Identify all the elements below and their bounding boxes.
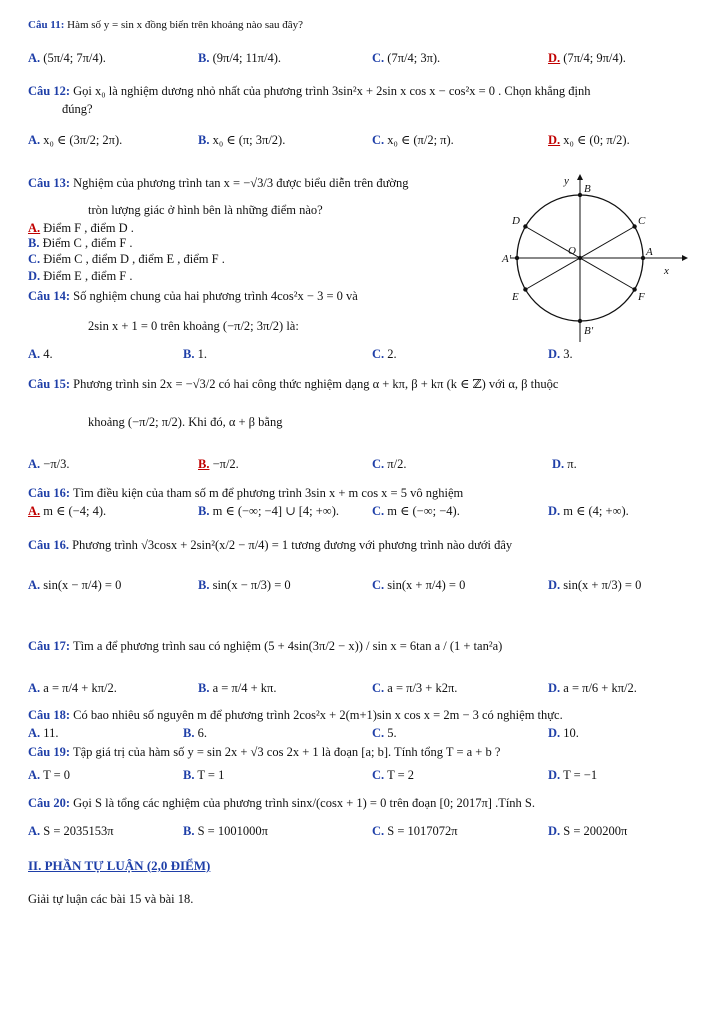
answer-option[interactable]: B. S = 1001000π xyxy=(183,824,268,838)
answer-option[interactable]: D. S = 200200π xyxy=(548,824,628,838)
question-14-stem: Câu 14: Số nghiệm chung của hai phương trình 4cos²x − 3 = 0 và xyxy=(28,289,358,303)
question-18-stem: Câu 18: Có bao nhiêu số nguyên m để phương trình 2cos²x + 2(m+1)sin x cos x = 2m − 3 có nghiệm thực. xyxy=(28,708,563,722)
answer-option[interactable]: B. sin(x − π/3) = 0 xyxy=(198,578,291,592)
answer-option[interactable]: A. 4. xyxy=(28,347,53,361)
question-14-stem-cont: 2sin x + 1 = 0 trên khoảng (−π/2; 3π/2) là: xyxy=(88,319,299,333)
point-F xyxy=(632,287,636,291)
answer-option[interactable]: D. Điểm E , điểm F . xyxy=(28,269,133,283)
answer-option[interactable]: C. sin(x + π/4) = 0 xyxy=(372,578,466,592)
label-A: A xyxy=(646,246,653,258)
answer-option[interactable]: B. (9π/4; 11π/4). xyxy=(198,51,281,65)
answer-option[interactable]: C. m ∈ (−∞; −4). xyxy=(372,504,460,518)
question-19-stem: Câu 19: Tập giá trị của hàm số y = sin 2x + √3 cos 2x + 1 là đoạn [a; b]. Tính tổng T = a + b ? xyxy=(28,745,501,759)
question-13-stem-cont: tròn lượng giác ở hình bên là những điểm nào? xyxy=(88,203,323,217)
answer-option[interactable]: C. S = 1017072π xyxy=(372,824,458,838)
label-y: y xyxy=(564,175,569,187)
label-A-prime: A′ xyxy=(502,253,512,265)
answer-option[interactable]: B. 1. xyxy=(183,347,207,361)
answer-option[interactable]: D. m ∈ (4; +∞). xyxy=(548,504,629,518)
point-O xyxy=(578,256,582,260)
answer-option[interactable]: A. (5π/4; 7π/4). xyxy=(28,51,106,65)
section-instruction: Giải tự luận các bài 15 và bài 18. xyxy=(28,892,194,906)
answer-option[interactable]: D. 3. xyxy=(548,347,573,361)
question-16a-stem: Câu 16: Tìm điều kiện của tham số m để phương trình 3sin x + m cos x = 5 vô nghiệm xyxy=(28,486,464,500)
question-20-stem: Câu 20: Gọi S là tổng các nghiệm của phương trình sinx/(cosx + 1) = 0 trên đoạn [0; 2017π] .Tính S. xyxy=(28,796,536,810)
answer-option[interactable]: D. π. xyxy=(552,457,577,471)
answer-option[interactable]: C. x₀ ∈ (π/2; π). xyxy=(372,133,454,147)
answer-option[interactable]: D. a = π/6 + kπ/2. xyxy=(548,681,637,695)
answer-option[interactable]: C. T = 2 xyxy=(372,768,415,782)
y-axis-arrow xyxy=(577,174,583,180)
answer-option[interactable]: A. sin(x − π/4) = 0 xyxy=(28,578,122,592)
label-O: O xyxy=(568,245,576,257)
answer-option[interactable]: A. T = 0 xyxy=(28,768,71,782)
answer-option[interactable]: C. 5. xyxy=(372,726,397,740)
unit-circle-figure xyxy=(500,172,690,347)
question-11-stem xyxy=(28,17,303,33)
label-F: F xyxy=(638,291,645,303)
point-C xyxy=(632,224,636,228)
question-15-stem-cont: khoảng (−π/2; π/2). Khi đó, α + β bằng xyxy=(88,415,283,429)
point-B xyxy=(578,193,582,197)
answer-option[interactable]: C. Điểm C , điểm D , điểm E , điểm F . xyxy=(28,252,225,266)
question-16b-stem: Câu 16. Phương trình √3cosx + 2sin²(x/2 − π/4) = 1 tương đương với phương trình nào dưới đây xyxy=(28,538,513,552)
answer-option[interactable]: A. 11. xyxy=(28,726,59,740)
answer-option[interactable]: D. T = −1 xyxy=(548,768,598,782)
answer-option[interactable]: B. x₀ ∈ (π; 3π/2). xyxy=(198,133,286,147)
section-heading: II. PHẦN TỰ LUẬN (2,0 ĐIỂM) xyxy=(28,858,211,873)
answer-option[interactable]: A. a = π/4 + kπ/2. xyxy=(28,681,117,695)
question-17-stem: Câu 17: Tìm a để phương trình sau có nghiệm (5 + 4sin(3π/2 − x)) / sin x = 6tan a / (1 + tan²a) xyxy=(28,639,503,653)
label-E: E xyxy=(512,291,519,303)
answer-option[interactable]: B. a = π/4 + kπ. xyxy=(198,681,277,695)
answer-option[interactable]: C. a = π/3 + k2π. xyxy=(372,681,458,695)
label-x: x xyxy=(664,265,669,277)
answer-option-correct[interactable]: A. m ∈ (−4; 4). xyxy=(28,504,107,518)
answer-option[interactable]: A. x₀ ∈ (3π/2; 2π). xyxy=(28,133,123,147)
question-13-stem: Câu 13: Nghiệm của phương trình tan x = −√3/3 được biểu diễn trên đường xyxy=(28,176,409,190)
answer-option[interactable]: C. 2. xyxy=(372,347,397,361)
point-E xyxy=(523,287,527,291)
answer-option[interactable]: D. sin(x + π/3) = 0 xyxy=(548,578,642,592)
question-text: Hàm số y = sin x đồng biến trên khoảng nào sau đây? xyxy=(67,19,304,31)
point-B-prime xyxy=(578,319,582,323)
point-A xyxy=(641,256,645,260)
answer-option[interactable]: D. 10. xyxy=(548,726,579,740)
label-D: D xyxy=(512,215,520,227)
answer-option[interactable]: C. (7π/4; 3π). xyxy=(372,51,441,65)
x-axis-arrow xyxy=(682,255,688,261)
point-A-prime xyxy=(515,256,519,260)
label-B-prime: B′ xyxy=(584,325,594,337)
answer-option-correct[interactable]: A. Điểm F , điểm D . xyxy=(28,221,134,235)
point-D xyxy=(523,224,527,228)
label-C: C xyxy=(638,215,646,227)
answer-option-correct[interactable]: B. −π/2. xyxy=(198,457,239,471)
answer-option[interactable]: A. −π/3. xyxy=(28,457,70,471)
label-B: B xyxy=(584,183,591,195)
question-15-stem: Câu 15: Phương trình sin 2x = −√3/2 có hai công thức nghiệm dạng α + kπ, β + kπ (k ∈ ℤ) với α, β thuộc xyxy=(28,377,559,391)
answer-option[interactable]: B. Điểm C , điểm F . xyxy=(28,236,133,250)
question-label: Câu 11: xyxy=(28,19,65,31)
answer-option-correct[interactable]: D. x₀ ∈ (0; π/2). xyxy=(548,133,630,147)
question-12-stem-cont: đúng? xyxy=(62,102,93,116)
answer-option[interactable]: C. π/2. xyxy=(372,457,407,471)
answer-option[interactable]: B. T = 1 xyxy=(183,768,225,782)
question-12-stem: Câu 12: Gọi x₀ là nghiệm dương nhỏ nhất của phương trình 3sin²x + 2sin x cos x − cos²x = 0 . Chọn khẳng định xyxy=(28,84,591,98)
answer-option[interactable]: B. m ∈ (−∞; −4] ∪ [4; +∞). xyxy=(198,504,339,518)
answer-option-correct[interactable]: D. (7π/4; 9π/4). xyxy=(548,51,626,65)
answer-option[interactable]: A. S = 2035153π xyxy=(28,824,114,838)
answer-option[interactable]: B. 6. xyxy=(183,726,207,740)
